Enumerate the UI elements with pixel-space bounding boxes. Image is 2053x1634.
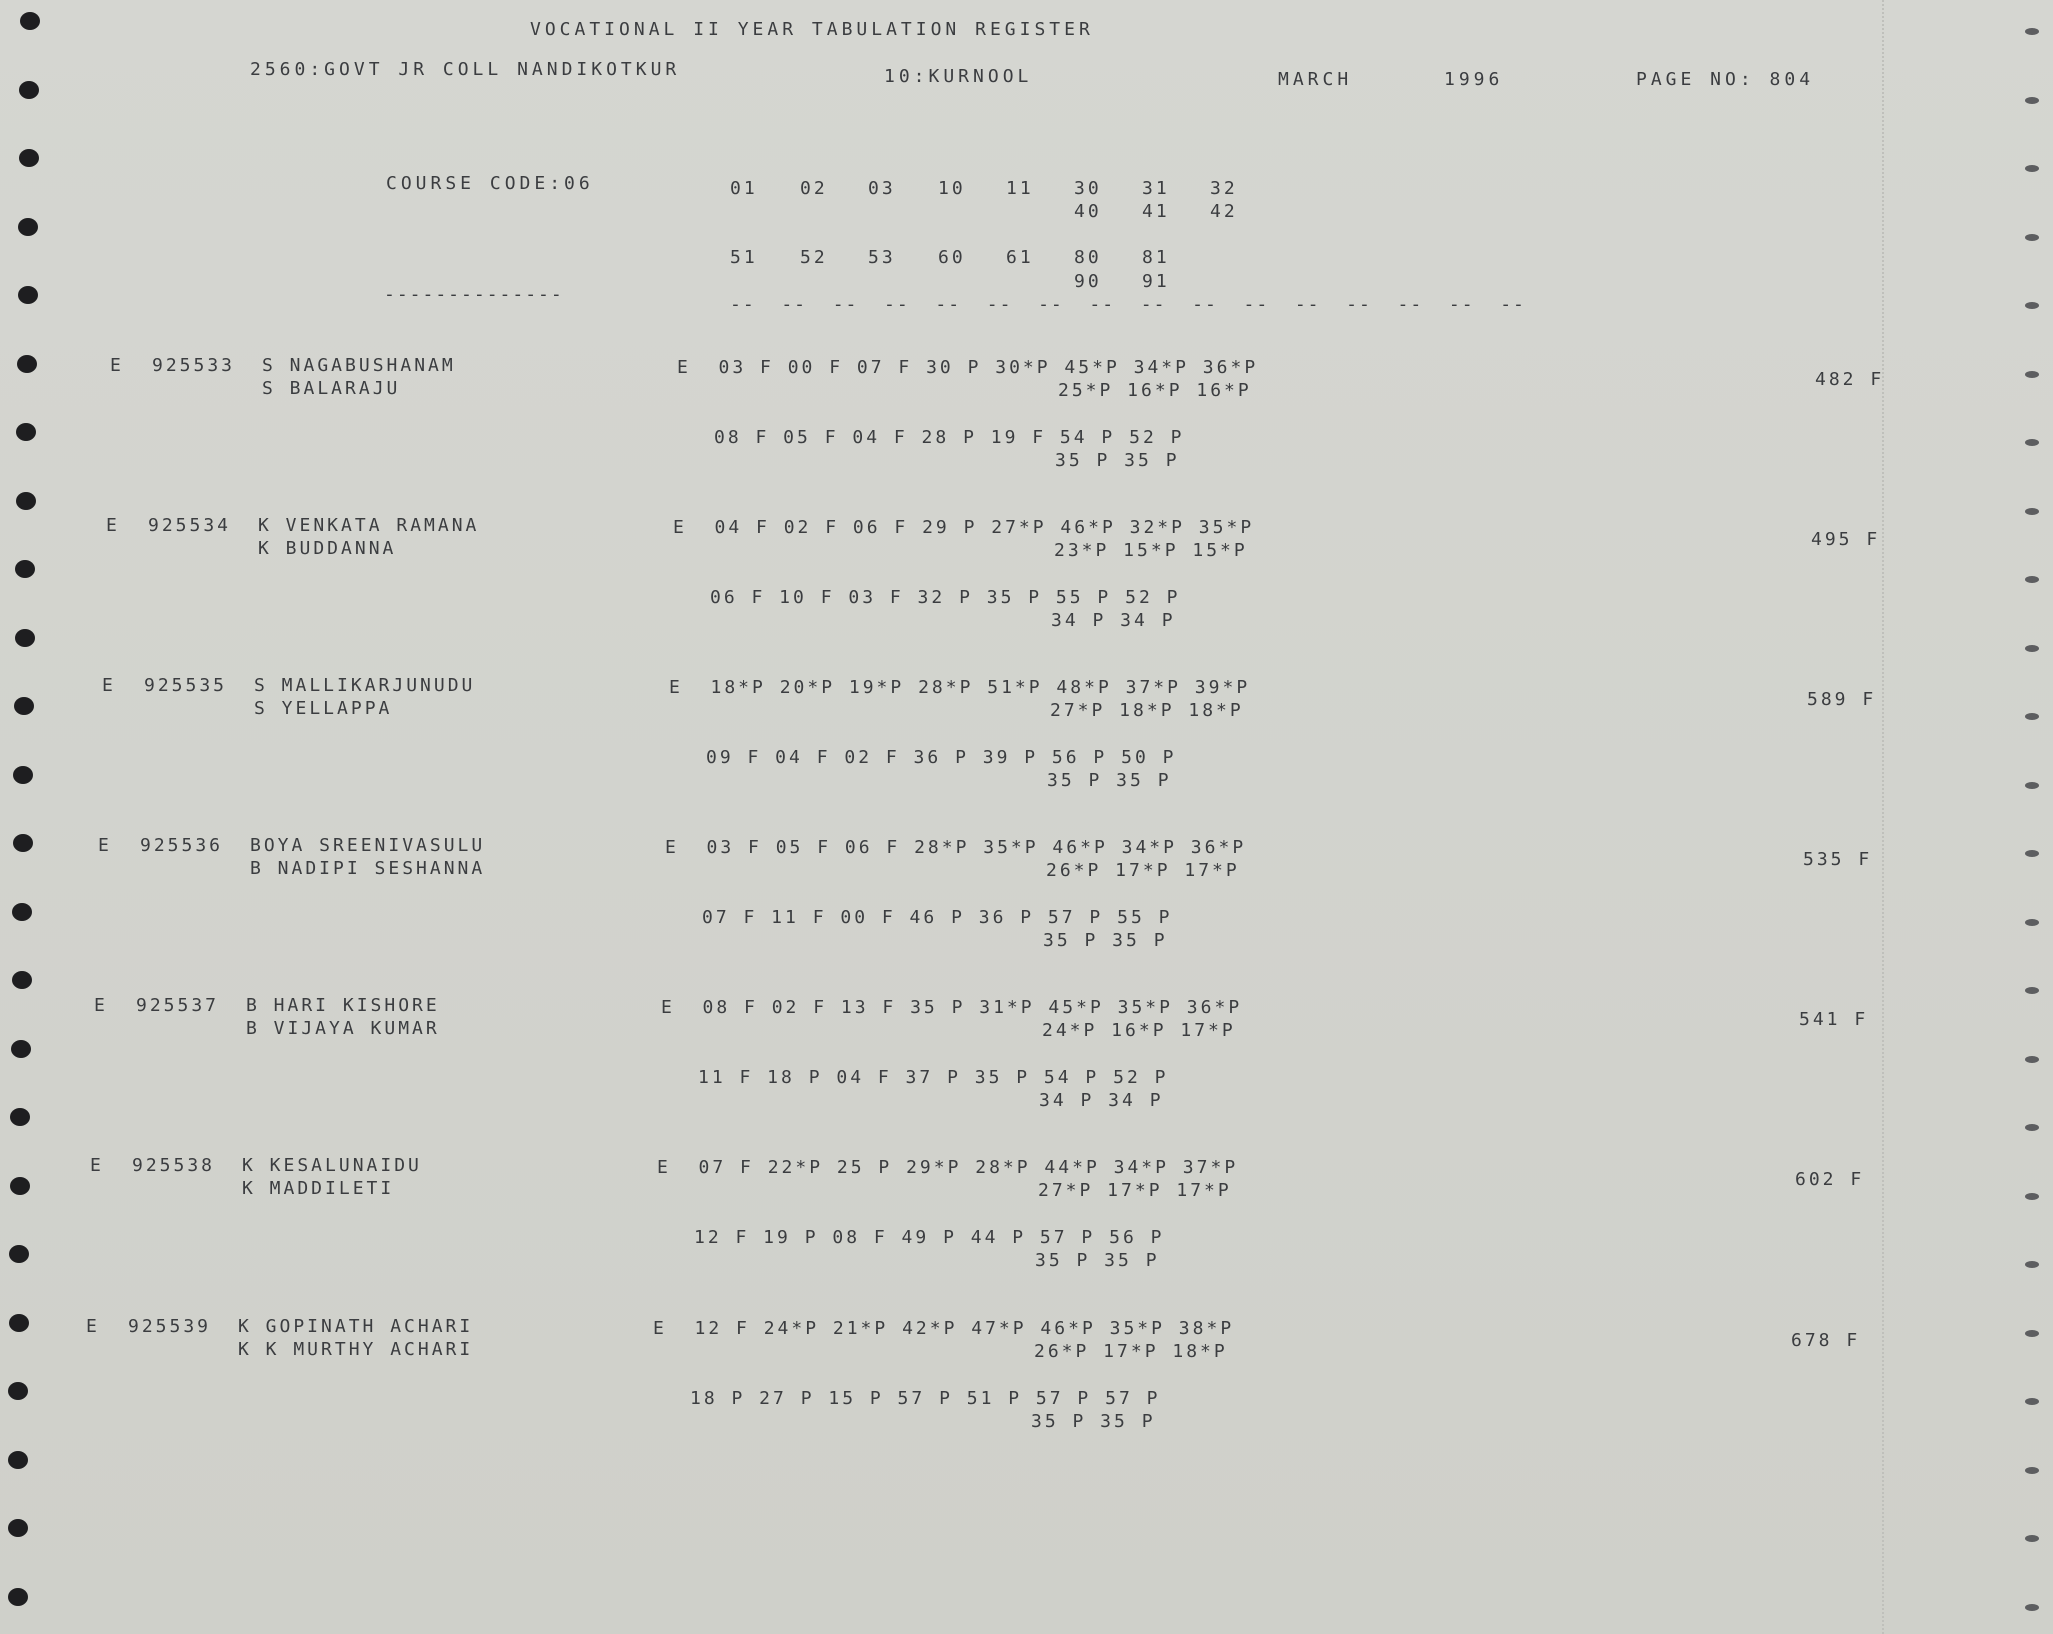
feed-hole-right xyxy=(2025,1193,2039,1200)
course-underline: -------------- xyxy=(384,284,564,305)
father-name: K MADDILETI xyxy=(242,1178,395,1199)
feed-hole-right xyxy=(2025,919,2039,926)
student-flag: E xyxy=(98,835,112,856)
roll-number: 925539 xyxy=(128,1316,212,1337)
feed-hole-left xyxy=(15,560,35,578)
college-name: 2560:GOVT JR COLL NANDIKOTKUR xyxy=(250,59,681,80)
marks-line-1: E 04 F 02 F 06 F 29 P 27*P 46*P 32*P 35*P xyxy=(673,517,1255,538)
marks-line-3: 18 P 27 P 15 P 57 P 51 P 57 P 57 P xyxy=(690,1388,1161,1409)
marks-line-4: 35 P 35 P xyxy=(1035,1250,1160,1271)
feed-hole-right xyxy=(2025,1330,2039,1337)
father-name: K K MURTHY ACHARI xyxy=(238,1339,474,1360)
father-name: B NADIPI SESHANNA xyxy=(250,858,486,879)
student-flag: E xyxy=(94,995,108,1016)
marks-line-2: 27*P 18*P 18*P xyxy=(1050,700,1244,721)
marks-line-2: 24*P 16*P 17*P xyxy=(1042,1020,1236,1041)
feed-hole-right xyxy=(2025,28,2039,35)
total-marks: 495 F xyxy=(1811,529,1881,550)
marks-line-3: 08 F 05 F 04 F 28 P 19 F 54 P 52 P xyxy=(714,427,1185,448)
student-flag: E xyxy=(110,355,124,376)
father-name: S YELLAPPA xyxy=(254,698,393,719)
roll-number: 925537 xyxy=(136,995,220,1016)
marks-line-4: 35 P 35 P xyxy=(1047,770,1172,791)
marks-line-2: 27*P 17*P 17*P xyxy=(1038,1180,1232,1201)
feed-hole-right xyxy=(2025,1261,2039,1268)
student-flag: E xyxy=(106,515,120,536)
total-marks: 602 F xyxy=(1795,1169,1865,1190)
feed-hole-left xyxy=(13,834,33,852)
feed-hole-left xyxy=(12,903,32,921)
total-marks: 678 F xyxy=(1791,1330,1861,1351)
subject-code: 51 xyxy=(730,247,758,268)
subject-code: 53 xyxy=(868,247,896,268)
subject-code: 10 xyxy=(938,178,966,199)
roll-number: 925538 xyxy=(132,1155,216,1176)
right-margin-rule xyxy=(1882,0,1884,1634)
student-name: BOYA SREENIVASULU xyxy=(250,835,486,856)
roll-number: 925534 xyxy=(148,515,232,536)
feed-hole-right xyxy=(2025,1056,2039,1063)
total-marks: 535 F xyxy=(1803,849,1873,870)
total-marks: 482 F xyxy=(1815,369,1885,390)
feed-hole-right xyxy=(2025,850,2039,857)
subject-code: 90 xyxy=(1074,271,1102,292)
marks-line-2: 23*P 15*P 15*P xyxy=(1054,540,1248,561)
marks-line-3: 11 F 18 P 04 F 37 P 35 P 54 P 52 P xyxy=(698,1067,1169,1088)
feed-hole-left xyxy=(19,81,39,99)
subject-code: 60 xyxy=(938,247,966,268)
feed-hole-left xyxy=(8,1588,28,1606)
marks-line-1: E 12 F 24*P 21*P 42*P 47*P 46*P 35*P 38*P xyxy=(653,1318,1235,1339)
marks-line-2: 26*P 17*P 17*P xyxy=(1046,860,1240,881)
roll-number: 925536 xyxy=(140,835,224,856)
feed-hole-right xyxy=(2025,1535,2039,1542)
feed-hole-right xyxy=(2025,508,2039,515)
feed-hole-left xyxy=(8,1382,28,1400)
register-title: VOCATIONAL II YEAR TABULATION REGISTER xyxy=(530,19,1094,40)
feed-hole-right xyxy=(2025,1467,2039,1474)
subject-code: 42 xyxy=(1210,201,1238,222)
student-flag: E xyxy=(90,1155,104,1176)
feed-hole-right xyxy=(2025,713,2039,720)
marks-line-3: 06 F 10 F 03 F 32 P 35 P 55 P 52 P xyxy=(710,587,1181,608)
roll-number: 925533 xyxy=(152,355,236,376)
feed-hole-left xyxy=(11,1040,31,1058)
feed-hole-left xyxy=(8,1451,28,1469)
feed-hole-left xyxy=(9,1245,29,1263)
subject-code: 01 xyxy=(730,178,758,199)
marks-line-2: 25*P 16*P 16*P xyxy=(1058,380,1252,401)
feed-hole-left xyxy=(16,492,36,510)
marks-line-3: 09 F 04 F 02 F 36 P 39 P 56 P 50 P xyxy=(706,747,1177,768)
student-flag: E xyxy=(86,1316,100,1337)
marks-line-4: 35 P 35 P xyxy=(1031,1411,1156,1432)
feed-hole-right xyxy=(2025,302,2039,309)
subject-code: 52 xyxy=(800,247,828,268)
student-name: S NAGABUSHANAM xyxy=(262,355,456,376)
student-name: K GOPINATH ACHARI xyxy=(238,1316,474,1337)
subject-code: 02 xyxy=(800,178,828,199)
exam-year: 1996 xyxy=(1444,69,1504,90)
feed-hole-left xyxy=(9,1314,29,1332)
course-code-label: COURSE CODE:06 xyxy=(386,173,594,194)
student-name: S MALLIKARJUNUDU xyxy=(254,675,476,696)
feed-hole-left xyxy=(13,766,33,784)
marks-line-1: E 18*P 20*P 19*P 28*P 51*P 48*P 37*P 39*P xyxy=(669,677,1251,698)
district-name: 10:KURNOOL xyxy=(884,66,1033,87)
student-name: B HARI KISHORE xyxy=(246,995,440,1016)
marks-line-4: 35 P 35 P xyxy=(1043,930,1168,951)
subject-code: 40 xyxy=(1074,201,1102,222)
feed-hole-left xyxy=(16,423,36,441)
marks-line-3: 12 F 19 P 08 F 49 P 44 P 57 P 56 P xyxy=(694,1227,1165,1248)
feed-hole-left xyxy=(10,1177,30,1195)
column-dash-line: -- -- -- -- -- -- -- -- -- -- -- -- -- -- -- -- xyxy=(730,294,1526,315)
total-marks: 541 F xyxy=(1799,1009,1869,1030)
feed-hole-left xyxy=(18,286,38,304)
feed-hole-left xyxy=(15,629,35,647)
feed-hole-right xyxy=(2025,576,2039,583)
feed-hole-left xyxy=(18,218,38,236)
subject-code: 32 xyxy=(1210,178,1238,199)
feed-hole-right xyxy=(2025,371,2039,378)
subject-code: 11 xyxy=(1006,178,1034,199)
marks-line-1: E 08 F 02 F 13 F 35 P 31*P 45*P 35*P 36*P xyxy=(661,997,1243,1018)
marks-line-1: E 07 F 22*P 25 P 29*P 28*P 44*P 34*P 37*P xyxy=(657,1157,1239,1178)
feed-hole-right xyxy=(2025,165,2039,172)
feed-hole-right xyxy=(2025,1398,2039,1405)
feed-hole-right xyxy=(2025,645,2039,652)
marks-line-4: 35 P 35 P xyxy=(1055,450,1180,471)
feed-hole-left xyxy=(10,1108,30,1126)
student-name: K VENKATA RAMANA xyxy=(258,515,480,536)
feed-hole-right xyxy=(2025,987,2039,994)
subject-code: 80 xyxy=(1074,247,1102,268)
subject-code: 61 xyxy=(1006,247,1034,268)
feed-hole-left xyxy=(19,149,39,167)
student-flag: E xyxy=(102,675,116,696)
subject-code: 31 xyxy=(1142,178,1170,199)
feed-hole-right xyxy=(2025,439,2039,446)
page-number: PAGE NO: 804 xyxy=(1636,69,1815,90)
feed-hole-left xyxy=(20,12,40,30)
feed-hole-right xyxy=(2025,234,2039,241)
student-name: K KESALUNAIDU xyxy=(242,1155,422,1176)
father-name: S BALARAJU xyxy=(262,378,401,399)
roll-number: 925535 xyxy=(144,675,228,696)
subject-code: 41 xyxy=(1142,201,1170,222)
subject-code: 91 xyxy=(1142,271,1170,292)
feed-hole-right xyxy=(2025,1124,2039,1131)
father-name: B VIJAYA KUMAR xyxy=(246,1018,440,1039)
father-name: K BUDDANNA xyxy=(258,538,397,559)
marks-line-2: 26*P 17*P 18*P xyxy=(1034,1341,1228,1362)
feed-hole-left xyxy=(12,971,32,989)
subject-code: 81 xyxy=(1142,247,1170,268)
marks-line-4: 34 P 34 P xyxy=(1051,610,1176,631)
marks-line-3: 07 F 11 F 00 F 46 P 36 P 57 P 55 P xyxy=(702,907,1173,928)
feed-hole-right xyxy=(2025,1604,2039,1611)
total-marks: 589 F xyxy=(1807,689,1877,710)
feed-hole-left xyxy=(8,1519,28,1537)
exam-month: MARCH xyxy=(1278,69,1353,90)
feed-hole-left xyxy=(14,697,34,715)
marks-line-1: E 03 F 00 F 07 F 30 P 30*P 45*P 34*P 36*P xyxy=(677,357,1259,378)
feed-hole-left xyxy=(17,355,37,373)
marks-line-4: 34 P 34 P xyxy=(1039,1090,1164,1111)
subject-code: 03 xyxy=(868,178,896,199)
subject-code: 30 xyxy=(1074,178,1102,199)
feed-hole-right xyxy=(2025,782,2039,789)
feed-hole-right xyxy=(2025,97,2039,104)
marks-line-1: E 03 F 05 F 06 F 28*P 35*P 46*P 34*P 36*P xyxy=(665,837,1247,858)
